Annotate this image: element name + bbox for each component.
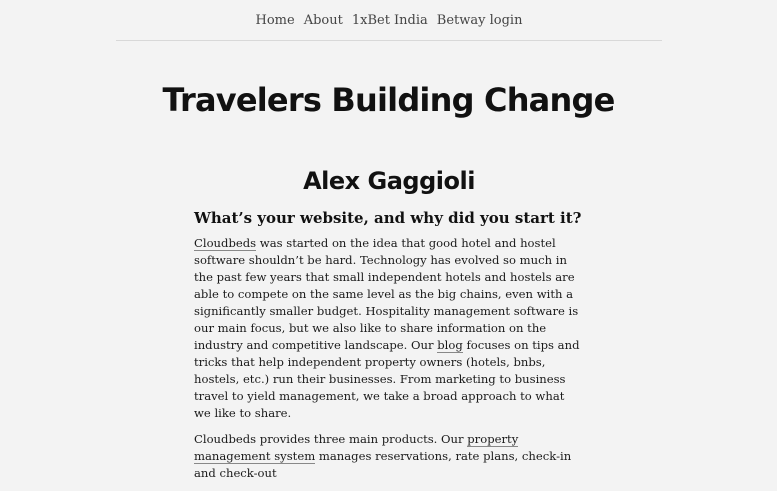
nav-link-1xbet-india[interactable]: 1xBet India bbox=[351, 12, 428, 28]
paragraph-1-text: was started on the idea that good hotel and hostel software shouldn’t be hard. Technology has evolved so much in the past few years that small independent hotels and hostels are able to compete on the same level as the big chains, even with a significantly smaller budget. Hospitality management software is our main focus, but we also like to share information on the industry and competitive landscape. Our bbox=[194, 236, 579, 352]
post-paragraph-1 bbox=[194, 235, 584, 422]
post-article bbox=[194, 164, 584, 491]
paragraph-2-text-continued: manages reservations, rate plans, check-in and check-out bbox=[194, 449, 572, 480]
nav-link-about[interactable]: About bbox=[303, 12, 343, 28]
top-nav bbox=[116, 0, 662, 41]
nav-link-home[interactable]: Home bbox=[255, 12, 295, 28]
post-author-heading: Alex Gaggioli bbox=[303, 167, 475, 195]
post-question-heading: What’s your website, and why did you start it? bbox=[194, 209, 582, 227]
post-paragraph-2 bbox=[194, 431, 584, 482]
property-management-system-link[interactable]: property management system bbox=[194, 432, 519, 463]
paragraph-2-text: Cloudbeds provides three main products. Our bbox=[194, 432, 468, 446]
blog-link[interactable]: blog bbox=[437, 338, 463, 352]
cloudbeds-link[interactable]: Cloudbeds bbox=[194, 236, 257, 250]
site-title: Travelers Building Change bbox=[162, 81, 615, 119]
paragraph-1-text-continued: focuses on tips and tricks that help independent property owners (hotels, bnbs, hostels, etc.) run their businesses. From marketing to business travel to yield management, we take a broad approach to what we like to share. bbox=[194, 338, 580, 420]
nav-link-betway-login[interactable]: Betway login bbox=[436, 12, 523, 28]
